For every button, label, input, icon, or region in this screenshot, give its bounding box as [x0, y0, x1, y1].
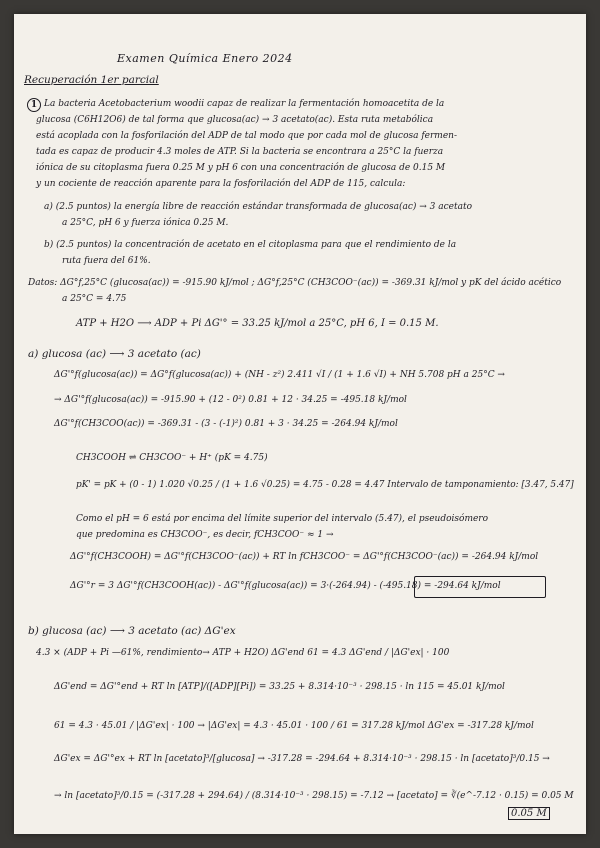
part-b-text: ruta fuera del 61%. — [62, 256, 151, 266]
part-b-text: b) (2.5 puntos) la concentración de acetato en el citoplasma para que el rendimiento de la — [44, 240, 457, 250]
solution-a-line: ΔG'°r = 3 ΔG'°f(CH3COOH(ac)) - ΔG'°f(glucosa(ac)) = 3·(-264.94) - (-495.18) = -294.64 kJ/mol — [70, 581, 501, 591]
final-answer-b: 0.05 M — [508, 807, 550, 820]
exam-title: Examen Química Enero 2024 — [117, 52, 293, 65]
solution-a-line: pK' = pK + (0 - 1) 1.020 √0.25 / (1 + 1.6 √0.25) = 4.75 - 0.28 = 4.47 Intervalo de tamponamiento: [3.47, 5.47] — [76, 480, 574, 490]
final-answer-a-box — [414, 576, 546, 598]
solution-a-line: ΔG'°f(CH3COO(ac)) = -369.31 - (3 - (-1)²) 0.81 + 3 · 34.25 = -264.94 kJ/mol — [54, 419, 398, 429]
solution-b-line: 4.3 × (ADP + Pi —61%, rendimiento→ ATP + H2O) ΔG'end 61 = 4.3 ΔG'end / |ΔG'ex| · 100 — [36, 648, 450, 658]
section-heading: Recuperación 1er parcial — [24, 74, 159, 86]
statement-line: tada es capaz de producir 4.3 moles de ATP. Si la bacteria se encontrara a 25°C la fuerza — [36, 147, 444, 157]
solution-b-line: ΔG'end = ΔG'°end + RT ln [ATP]/([ADP][Pi]) = 33.25 + 8.314·10⁻³ · 298.15 · ln 115 = 45.01 kJ/mol — [54, 682, 505, 692]
solution-a-line: CH3COOH ⇌ CH3COO⁻ + H⁺ (pK = 4.75) — [76, 453, 268, 463]
part-a-text: a) (2.5 puntos) la energía libre de reacción estándar transformada de glucosa(ac) → 3 acetato — [44, 202, 473, 212]
exam-sheet — [14, 14, 586, 834]
solution-a-heading: a) glucosa (ac) ⟶ 3 acetato (ac) — [28, 348, 201, 360]
solution-a-line: ΔG'°f(glucosa(ac)) = ΔG°f(glucosa(ac)) + (NH - z²) 2.411 √I / (1 + 1.6 √I) + NH 5.708 pH a 25°C → — [54, 370, 505, 380]
statement-line: La bacteria Acetobacterium woodii capaz de realizar la fermentación homoacetita de la — [44, 99, 445, 109]
solution-a-line: que predomina es CH3COO⁻, es decir, fCH3COO⁻ ≈ 1 → — [76, 530, 334, 540]
part-a-text: a 25°C, pH 6 y fuerza iónica 0.25 M. — [62, 218, 229, 228]
solution-a-line: ΔG'°f(CH3COOH) = ΔG'°f(CH3COO⁻(ac)) + RT ln fCH3COO⁻ = ΔG'°f(CH3COO⁻(ac)) = -264.94 kJ/mol — [70, 552, 539, 562]
solution-b-line: 61 = 4.3 · 45.01 / |ΔG'ex| · 100 → |ΔG'ex| = 4.3 · 45.01 · 100 / 61 = 317.28 kJ/mol ΔG'ex = -317.28 kJ/mol — [54, 721, 534, 731]
solution-b-line: ΔG'ex = ΔG'°ex + RT ln [acetato]³/[glucosa] → -317.28 = -294.64 + 8.314·10⁻³ · 298.15 · ln [acetato]³/0.15 → — [54, 754, 550, 764]
data-line: a 25°C = 4.75 — [62, 294, 127, 304]
statement-line: glucosa (C6H12O6) de tal forma que glucosa(ac) → 3 acetato(ac). Esta ruta metabólica — [36, 115, 434, 125]
problem-number: 1 — [27, 98, 41, 112]
data-line: ATP + H2O ⟶ ADP + Pi ΔG'° = 33.25 kJ/mol a 25°C, pH 6, I = 0.15 M. — [76, 318, 439, 329]
statement-line: está acoplada con la fosforilación del ADP de tal modo que por cada mol de glucosa fermen- — [36, 131, 458, 141]
statement-line: iónica de su citoplasma fuera 0.25 M y pH 6 con una concentración de glucosa de 0.15 M — [36, 163, 446, 173]
solution-a-line: → ΔG'°f(glucosa(ac)) = -915.90 + (12 - 0²) 0.81 + 12 · 34.25 = -495.18 kJ/mol — [54, 395, 407, 405]
statement-line: y un cociente de reacción aparente para la fosforilación del ADP de 115, calcula: — [36, 179, 406, 189]
solution-b-line: → ln [acetato]³/0.15 = (-317.28 + 294.64) / (8.314·10⁻³ · 298.15) = -7.12 → [acetato] = ∛(e^-7.12 · 0.15) = 0.05 M — [54, 791, 574, 801]
data-line: Datos: ΔG°f,25°C (glucosa(ac)) = -915.90 kJ/mol ; ΔG°f,25°C (CH3COO⁻(ac)) = -369.31 kJ/mol y pK del ácido acético — [28, 278, 562, 288]
solution-b-heading: b) glucosa (ac) ⟶ 3 acetato (ac) ΔG'ex — [28, 625, 236, 637]
solution-a-line: Como el pH = 6 está por encima del límite superior del intervalo (5.47), el pseudoisómero — [76, 514, 489, 524]
